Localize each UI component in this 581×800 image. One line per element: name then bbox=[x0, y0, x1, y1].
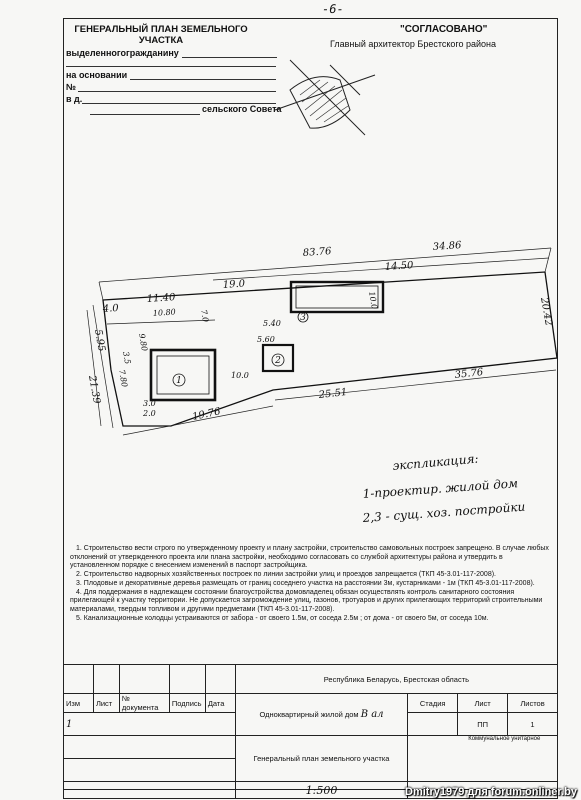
plan-title-line1: ГЕНЕРАЛЬНЫЙ ПЛАН ЗЕМЕЛЬНОГО bbox=[74, 24, 248, 35]
allocated-to-label: выделенногогражданину bbox=[66, 48, 179, 58]
building-1 bbox=[151, 350, 215, 400]
village-label: в д. bbox=[66, 94, 83, 104]
dim-top-right: 34.86 bbox=[432, 240, 462, 253]
dim-top-mid: 14.50 bbox=[384, 260, 414, 273]
enterprise-cell: Коммунальное унитарное bbox=[408, 736, 558, 782]
col-izm: Изм bbox=[64, 694, 94, 713]
building-2-number: 2 bbox=[275, 356, 281, 366]
basis-label: на основании bbox=[66, 70, 128, 80]
sketch-road-2 bbox=[290, 60, 365, 135]
object-name: Одноквартирный жилой дом bbox=[259, 710, 359, 719]
sketch-arc bbox=[330, 65, 360, 95]
object-cell bbox=[235, 694, 407, 736]
col-date: Дата bbox=[205, 694, 235, 713]
page-number: -6- bbox=[320, 2, 345, 16]
stage-value: ПП bbox=[458, 713, 508, 736]
dim-right-side: 20.42 bbox=[538, 296, 554, 327]
watermark: Dmitry1979 для forum.onliner.by bbox=[405, 786, 577, 798]
name-line bbox=[66, 66, 276, 67]
col-stage: Стадия bbox=[408, 694, 458, 713]
legend-title: экспликация: bbox=[392, 451, 480, 473]
approval-title: "СОГЛАСОВАНО" bbox=[400, 24, 488, 35]
dim-house-w: 10.80 bbox=[152, 307, 176, 318]
number-line bbox=[78, 91, 276, 92]
dim-bottom-mid: 25.51 bbox=[318, 387, 348, 401]
dim-offset-3: 10.0 bbox=[231, 371, 249, 380]
drawing-name: Генеральный план земельного участка bbox=[235, 736, 407, 782]
dim-left-side-3: 7.80 bbox=[117, 368, 129, 388]
sketch-hatch bbox=[300, 80, 348, 122]
object-handwritten: В ал bbox=[360, 709, 384, 720]
dim-offset-1: 7.0 bbox=[199, 308, 211, 323]
dim-total-top: 83.76 bbox=[302, 246, 332, 259]
dim-left-b: 11.40 bbox=[146, 292, 176, 305]
dim-bottom-right: 35.76 bbox=[454, 367, 484, 381]
approval-by: Главный архитектор Брестского района bbox=[330, 39, 496, 49]
council-line bbox=[90, 114, 200, 115]
scale-cell: 1:500 bbox=[235, 782, 407, 799]
note-1: 1. Строительство вести строго по утвержденному проекту и плану застройки, строительство самовольных построек запрещено. В случае любых отклонений от утвержденного проекта или плана застройки, необходимо согласовать со службой архитектуры района и утвердить в установленном порядке с внесением изменений в паспорт застройщика. bbox=[70, 545, 549, 570]
dim-offset-5: 2.0 bbox=[143, 409, 156, 418]
dim-offset-6: 3.0 bbox=[143, 399, 156, 408]
location-sketch bbox=[270, 50, 380, 160]
region-cell: Республика Беларусь, Брестская область bbox=[235, 665, 557, 694]
title-block bbox=[63, 664, 558, 799]
approval-block bbox=[330, 24, 496, 50]
sketch-road bbox=[275, 75, 375, 110]
sheets-value: 1 bbox=[508, 713, 558, 736]
legend-item-2: 2,3 - сущ. хоз. постройки bbox=[362, 499, 526, 525]
dim-left-side-1: 5.95 bbox=[92, 328, 107, 353]
col-sheet: Лист bbox=[458, 694, 508, 713]
basis-line bbox=[130, 79, 276, 80]
dim-offset-2: 5.40 bbox=[263, 319, 281, 328]
number-label: № bbox=[66, 82, 77, 92]
note-5: 5. Канализационные колодцы устраиваются от забора - от своего 1.5м, от соседа 2.5м ; от дома - от своего 5м, от соседа 10м. bbox=[76, 614, 489, 622]
site-plan bbox=[63, 230, 558, 530]
allocated-to-line bbox=[182, 57, 277, 58]
hand-mark: 1 bbox=[64, 713, 236, 736]
sketch-outline bbox=[290, 77, 350, 129]
dim-offset-4: 5.60 bbox=[257, 335, 275, 344]
building-1-inner bbox=[157, 356, 209, 394]
building-3-inner bbox=[296, 286, 378, 308]
dim-right-small: 10.0 bbox=[367, 290, 379, 310]
legend-item-1: 1-проектир. жилой дом bbox=[362, 476, 519, 501]
note-3: 3. Плодовые и декоративные деревья размещать от границ соседнего участка на расстоянии 3м, кустарниками - 1м (ТКП 45-3.01-117-2008). bbox=[76, 579, 535, 587]
note-4: 4. Для поддержания в надлежащем состоянии благоустройства домовладелец обязан осуществлять контроль санитарного состояния прилегающей к участку территории. Не допускается загромождение улиц, газонов, тротуаров и других прилегающих территорий строительными материалами, твердым топливом и другими предметами (ТКП 45-3.01-117-2008). bbox=[70, 588, 543, 613]
col-doc: № документа bbox=[119, 694, 169, 713]
note-2: 2. Строительство надворных хозяйственных построек по линии застройки улиц и проездов запрещается (ТКП 45-3.01-117-2008). bbox=[76, 571, 496, 579]
dim-left-a: 4.0 bbox=[102, 302, 120, 315]
dim-house-h: 9.80 bbox=[137, 332, 149, 352]
council-label: сельского Совета bbox=[202, 104, 282, 114]
plan-title-line2: УЧАСТКА bbox=[138, 35, 184, 46]
col-list: Лист bbox=[93, 694, 119, 713]
dim-bottom-left: 19.76 bbox=[191, 406, 222, 423]
notes-block bbox=[70, 545, 552, 623]
col-sheets: Листов bbox=[508, 694, 558, 713]
dim-top-left: 19.0 bbox=[222, 278, 246, 291]
building-1-number: 1 bbox=[176, 376, 182, 386]
building-3-number: 3 bbox=[300, 313, 306, 323]
dim-left-small: 3.5 bbox=[121, 350, 133, 365]
col-sign: Подпись bbox=[169, 694, 205, 713]
plan-title bbox=[66, 24, 256, 46]
dim-left-side-2: 21.39 bbox=[86, 374, 102, 405]
